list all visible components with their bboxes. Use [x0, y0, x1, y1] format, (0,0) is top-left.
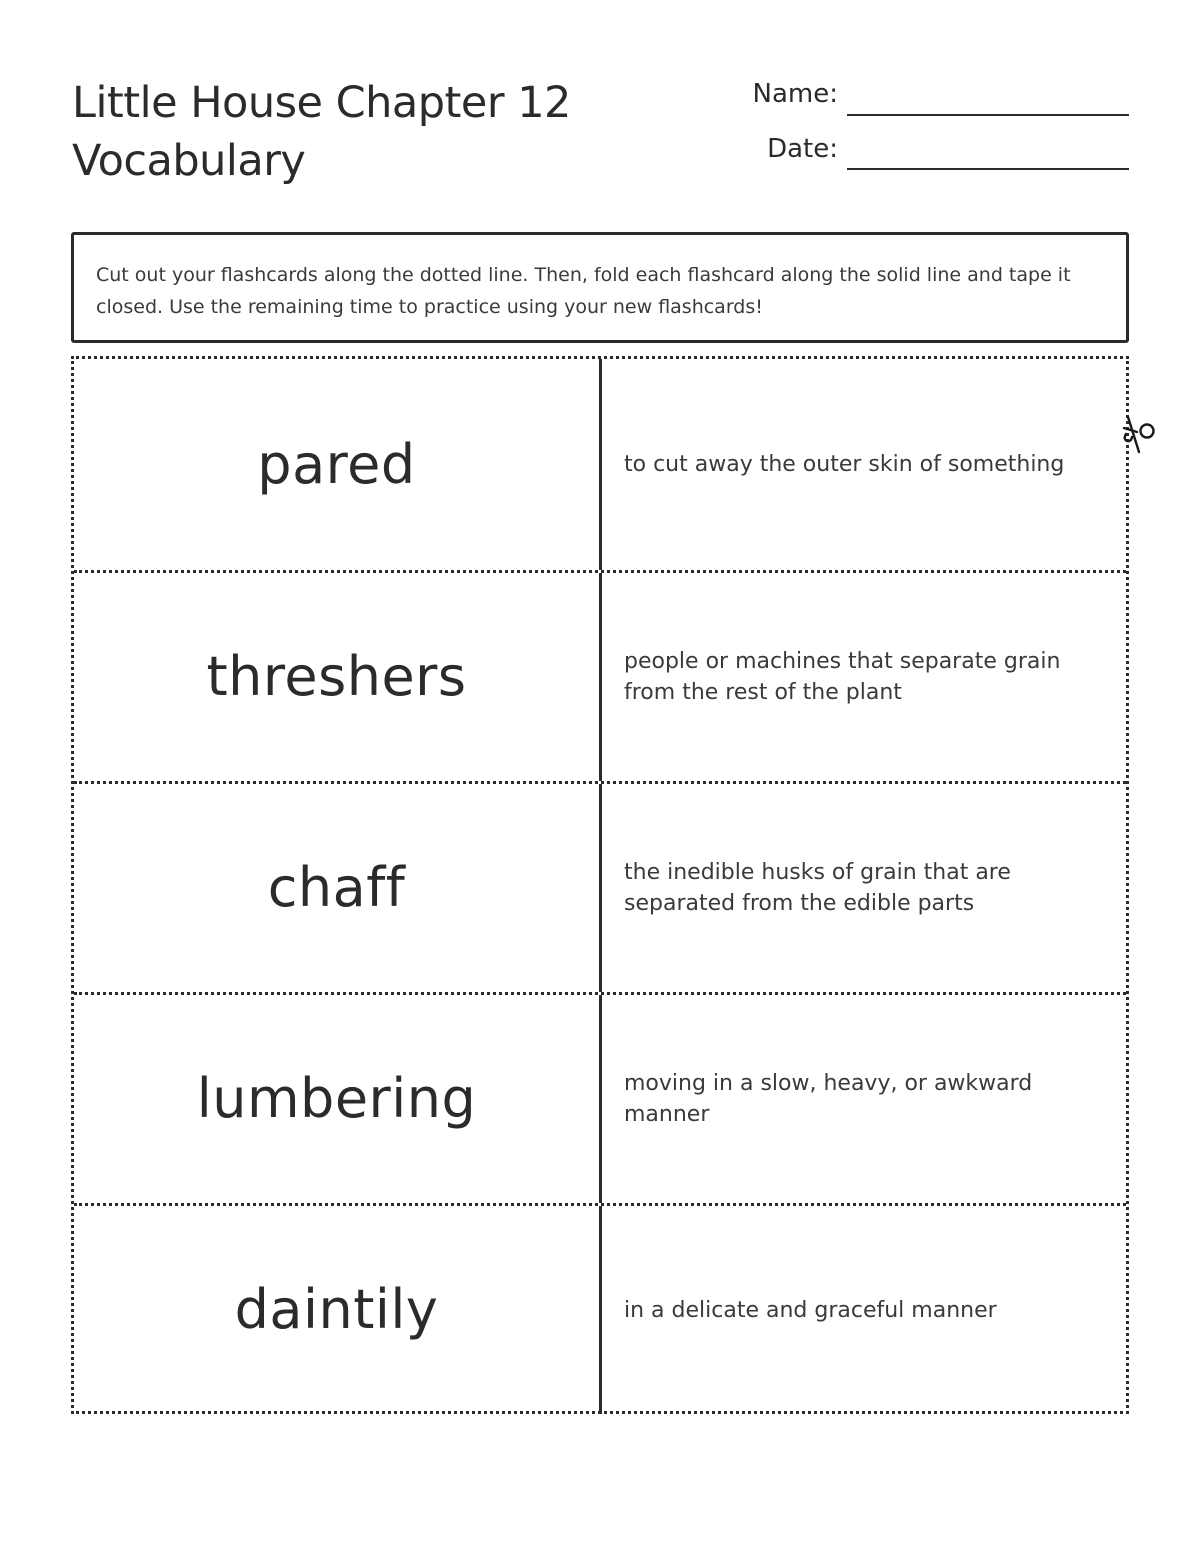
- title-line-2: Vocabulary: [72, 136, 306, 186]
- flashcard-definition: moving in a slow, heavy, or awkward manner: [624, 1071, 1033, 1127]
- date-field[interactable]: [847, 168, 1129, 170]
- flashcard-sheet: [71, 356, 1129, 1414]
- flashcard: [74, 992, 1126, 1203]
- date-label: Date:: [767, 134, 838, 164]
- flashcard-front: [74, 784, 602, 992]
- flashcard: [74, 359, 1126, 570]
- name-field[interactable]: [847, 114, 1129, 116]
- flashcard-back: [602, 359, 1126, 570]
- flashcard-front: [74, 359, 602, 570]
- instructions-text: Cut out your flashcards along the dotted line. Then, fold each flashcard along the solid line and tape it closed. Use the remaining time to practice using your new flashcards!: [96, 264, 1071, 318]
- flashcard-word: lumbering: [196, 1067, 477, 1130]
- flashcard-word: pared: [257, 432, 416, 496]
- scissors-icon: [1122, 414, 1158, 454]
- flashcard: [74, 1203, 1126, 1414]
- instructions-box: [71, 232, 1129, 343]
- flashcard-front: [74, 1206, 602, 1414]
- flashcard-definition: to cut away the outer skin of something: [624, 452, 1065, 477]
- flashcard-front: [74, 573, 602, 781]
- flashcard-definition: people or machines that separate grain from the rest of the plant: [624, 649, 1061, 705]
- flashcard-back: [602, 784, 1126, 992]
- flashcard-back: [602, 995, 1126, 1203]
- name-label: Name:: [752, 79, 838, 109]
- flashcard-word: daintily: [234, 1278, 439, 1341]
- flashcard-word: chaff: [267, 856, 406, 919]
- flashcard-back: [602, 573, 1126, 781]
- flashcard-word: threshers: [206, 645, 467, 708]
- flashcard: [74, 570, 1126, 781]
- title-line-1: Little House Chapter 12: [72, 78, 571, 128]
- page-title: [72, 74, 712, 190]
- flashcard-definition: in a delicate and graceful manner: [624, 1297, 997, 1323]
- flashcard: [74, 781, 1126, 992]
- flashcard-back: [602, 1206, 1126, 1414]
- flashcard-definition: the inedible husks of grain that are separated from the edible parts: [624, 860, 1011, 916]
- flashcard-front: [74, 995, 602, 1203]
